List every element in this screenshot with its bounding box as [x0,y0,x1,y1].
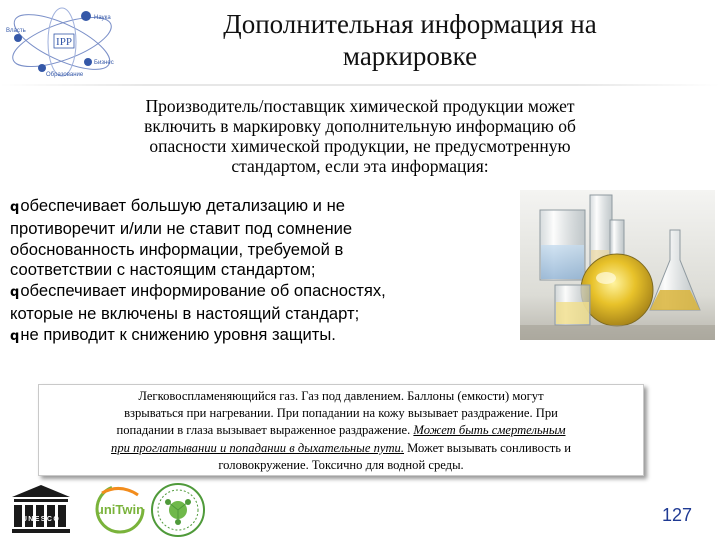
unesco-logo-graphic [10,483,72,535]
hazard-label-emphasis: Может быть смертельным [413,423,566,438]
slide-title [170,8,650,72]
lab-glassware-illustration [520,190,715,340]
bullet-marker-icon: q [10,200,20,215]
unesco-logo [10,483,72,535]
title-divider [0,84,720,86]
hazard-label-example [38,384,644,476]
ipp-logo [4,2,124,82]
intro-line: Производитель/поставщик химической продукции может [145,96,575,116]
hazard-label-emphasis: при проглатывании и попадании в дыхательные пути. [111,440,405,455]
hazard-label-text: попадании в глаза вызывает выраженное раздражение. [116,423,414,438]
bullet-continuation: обоснованность информации, требуемой в [10,239,344,259]
unesco-logo-text: UNESCO [21,516,61,523]
unitwin-logo-text: uniTwin [95,502,145,517]
ipp-logo-label-3: Власть [6,28,26,34]
slide-title-line: Дополнительная информация на [223,9,597,39]
unitwin-logo [90,483,148,535]
hazard-label-line: взрываться при нагревании. При попадании на кожу вызывает раздражение. При [124,406,558,421]
hazard-label-text: Может вызывать сонливость и [404,440,571,455]
ipp-logo-label-1: Наука [94,15,111,21]
bullet-text: обеспечивает большую детализацию и не [20,196,345,215]
bullet-text: не приводит к снижению уровня защиты. [20,324,336,344]
green-emblem-logo [150,482,206,538]
ipp-logo-text: IPP [56,36,72,48]
bullet-marker-icon: q [10,328,20,344]
hazard-label-line: Легковоспламеняющийся газ. Газ под давлением. Баллоны (емкости) могут [138,389,544,403]
page-number: 127 [662,505,693,525]
ipp-logo-label-4: Образование [46,72,84,78]
hazard-label-line: головокружение. Токсично для водной среды. [218,457,464,472]
bullet-list [10,196,525,348]
green-emblem-graphic [150,482,206,538]
slide-title-line: маркировке [342,41,478,71]
bullet-text: обеспечивает информирование об опасностях, [20,281,386,301]
hazard-label-line [47,422,635,439]
hazard-label-line [47,440,635,457]
bullet-continuation: соответствии с настоящим стандартом; [10,260,316,280]
bullet-item [10,325,525,348]
intro-line: опасности химической продукции, не предусмотренную [149,136,571,156]
ipp-logo-label-2: Бизнес [94,60,114,66]
bullet-marker-icon: q [10,285,20,301]
bullet-item [10,281,525,304]
bullet-continuation: которые не включены в настоящий стандарт; [10,303,360,323]
unitwin-logo-graphic [90,483,148,535]
bullet-continuation: противоречит и/или не ставит под сомнение [10,218,353,238]
intro-line: включить в маркировку дополнительную информацию об [144,116,576,136]
intro-paragraph [76,96,644,176]
lab-glassware-photo [520,190,715,340]
bullet-item [10,196,525,219]
intro-line: стандартом, если эта информация: [231,156,489,176]
ipp-logo-graphic [4,2,124,82]
